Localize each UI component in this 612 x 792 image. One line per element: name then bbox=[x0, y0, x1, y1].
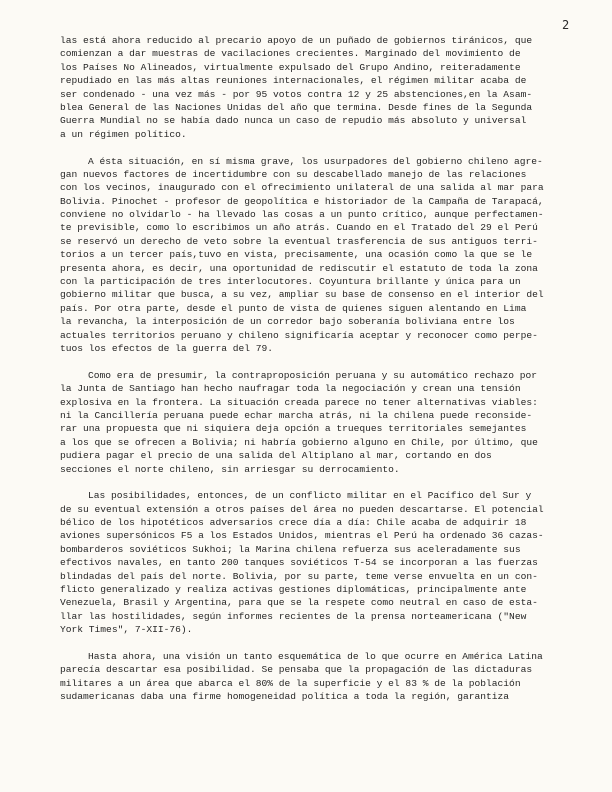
text-line: bombarderos soviéticos Sukhoi; la Marina chilena refuerza sus aceleradamente sus bbox=[60, 543, 521, 555]
text-line: flicto generalizado y realiza activas gestiones diplomáticas, principalmente ante bbox=[60, 584, 527, 596]
text-line: blindadas del país del norte. Bolivia, por su parte, teme verse envuelta en un con- bbox=[60, 570, 538, 582]
text-line: ni la Cancillería peruana puede echar marcha atrás, ni la chilena puede reconside- bbox=[60, 409, 533, 421]
text-line: te previsible, como lo escribimos un año atrás. Cuando en el Tratado del 29 el Perú bbox=[60, 222, 538, 234]
text-line: aviones supersónicos F5 a los Estados Unidos, mientras el Perú ha ordenado 36 cazas- bbox=[60, 530, 544, 542]
text-line: A ésta situación, en sí misma grave, los usurpadores del gobierno chileno agre- bbox=[88, 155, 543, 167]
text-line: la revancha, la interposición de un corredor bajo soberanía boliviana entre los bbox=[60, 316, 515, 328]
text-line: las está ahora reducido al precario apoyo de un puñado de gobiernos tiránicos, que bbox=[60, 35, 533, 46]
text-line: Guerra Mundial no se había dado nunca un caso de repudio más absoluto y universal bbox=[60, 115, 527, 127]
text-line: explosiva en la frontera. La situación creada parece no tener alternativas viables: bbox=[60, 396, 538, 408]
text-line: los Países No Alineados, virtualmente expulsado del Grupo Andino, reiteradamente bbox=[60, 61, 521, 73]
text-line: rar una propuesta que ni siquiera deja opción a trueques territoriales semejantes bbox=[60, 423, 527, 435]
text-line: la Junta de Santiago han hecho naufragar toda la negociación y crean una tensión bbox=[60, 383, 521, 395]
text-line: Hasta ahora, una visión un tanto esquemática de lo que ocurre en América Latina bbox=[88, 650, 543, 662]
paragraph-2 bbox=[60, 155, 600, 356]
text-line: Como era de presumir, la contraproposición peruana y su automático rechazo por bbox=[88, 369, 538, 381]
text-line: repudiado en las más altas reuniones internacionales, el régimen militar acaba de bbox=[60, 75, 527, 87]
text-line: a un régimen político. bbox=[60, 128, 187, 140]
text-line: conviene no olvidarlo - ha llevado las cosas a un punto crítico, aunque perfectamen- bbox=[60, 209, 544, 221]
text-line: con la participación de tres interlocutores. Coyuntura brillante y única para un bbox=[60, 276, 521, 288]
text-line: a los que se ofrecen a Bolivia; ni habría gobierno alguno en Chile, por último, que bbox=[60, 436, 538, 448]
text-line: ser condenado - una vez más - por 95 votos contra 12 y 25 abstenciones,en la Asam- bbox=[60, 88, 533, 100]
text-line: gobierno militar que busca, a su vez, ampliar su base de consenso en el interior del bbox=[60, 289, 544, 301]
text-line: país. Por otra parte, desde el punto de vista de quienes siguen alentando en Lima bbox=[60, 302, 527, 314]
text-line: Las posibilidades, entonces, de un conflicto militar en el Pacífico del Sur y bbox=[88, 490, 532, 502]
text-line: Venezuela, Brasil y Argentina, para que se la respete como neutral en caso de esta- bbox=[60, 597, 538, 609]
text-line: parecía descartar esa posibilidad. Se pensaba que la propagación de las dictaduras bbox=[60, 664, 533, 676]
text-line: militares a un área que abarca el 80% de la superficie y el 83 % de la población bbox=[60, 677, 521, 689]
text-line: torios a un tercer país,tuvo en vista, precisamente, una ocasión como la que se le bbox=[60, 249, 533, 261]
text-line: bélico de los hipotéticos adversarios crece día a día: Chile acaba de adquirir 18 bbox=[60, 517, 527, 529]
body-text bbox=[60, 34, 600, 717]
text-line: pudiera pagar el precio de una salida del Altiplano al mar, cortando en dos bbox=[60, 450, 492, 462]
text-line: actuales territorios peruano y chileno significaría aceptar y reconocer como perpe- bbox=[60, 329, 538, 341]
text-line: blea General de las Naciones Unidas del año que termina. Desde fines de la Segunda bbox=[60, 101, 533, 113]
text-line: tuos los efectos de la guerra del 79. bbox=[60, 342, 274, 354]
text-line: comienzan a dar muestras de vacilaciones crecientes. Marginado del movimiento de bbox=[60, 48, 521, 60]
text-line: Bolivia. Pinochet - profesor de geopolítica e historiador de la Campaña de Tarapacá, bbox=[60, 195, 544, 207]
paragraph-1 bbox=[60, 34, 600, 141]
text-line: llar las hostilidades, según informes recientes de la prensa norteamericana ("New bbox=[60, 610, 527, 622]
text-line: York Times", 7-XII-76). bbox=[60, 624, 193, 636]
text-line: presenta ahora, es decir, una oportunidad de rediscutir el estatuto de toda la zona bbox=[60, 262, 538, 274]
text-line: se reservó un derecho de veto sobre la eventual trasferencia de sus antiguos terri- bbox=[60, 235, 538, 247]
text-line: secciones el norte chileno, sin arriesgar su derrocamiento. bbox=[60, 463, 400, 475]
text-line: efectivos navales, en tanto 200 tanques soviéticos T-54 se incorporan a las fuerzas bbox=[60, 557, 538, 569]
text-line: de su eventual extensión a otros países del área no pueden descartarse. El potencial bbox=[60, 503, 544, 515]
text-line: gan nuevos factores de incertidumbre con su descabellado manejo de las relaciones bbox=[60, 168, 527, 180]
paragraph-3 bbox=[60, 369, 600, 476]
text-line: con los vecinos, inaugurado con el ofrecimiento unilateral de una salida al mar para bbox=[60, 182, 544, 194]
paragraph-5 bbox=[60, 650, 600, 704]
text-line: sudamericanas daba una firme homogeneidad política a toda la región, garantiza bbox=[60, 691, 510, 703]
paragraph-4 bbox=[60, 489, 600, 636]
page-number: 2 bbox=[562, 18, 570, 32]
